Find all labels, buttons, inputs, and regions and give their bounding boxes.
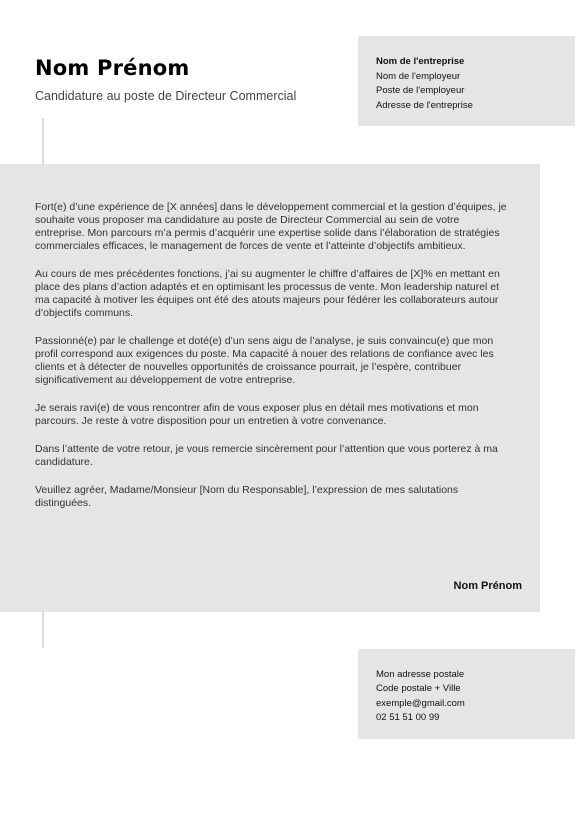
letter-paragraph: Je serais ravi(e) de vous rencontrer afin de vous exposer plus en détail mes motivations et mon parcours. Je reste à votre disposition pour un entretien à votre convenance.: [35, 402, 479, 427]
phone-number: 02 51 51 00 99: [376, 711, 440, 723]
signature: Nom Prénom: [453, 580, 522, 592]
divider-line: [42, 118, 44, 164]
letter-paragraph: Veuillez agréer, Madame/Monsieur [Nom du Responsable], l’expression de mes salutations distinguées.: [35, 484, 459, 509]
letter-body: [35, 201, 510, 525]
letter-box: [0, 164, 540, 612]
company-name: Nom de l'entreprise: [376, 56, 465, 67]
employer-name: Nom de l'employeur: [376, 70, 461, 82]
letter-paragraph: Fort(e) d’une expérience de [X années] dans le développement commercial et la gestion d’équipes, je souhaite vous proposer ma candidature au poste de Directeur Commercial au sein de votre entreprise. Mon parcours m’a permis d’acquérir une expertise solide dans l’élaboration de stratégies commerciales efficaces, le management de forces de vente et l’atteinte d’objectifs ambitieux.: [35, 201, 507, 252]
postal-code-city: Code postale + Ville: [376, 683, 461, 695]
contact-info-box: [358, 649, 575, 739]
employer-position: Poste de l'employeur: [376, 85, 465, 96]
company-address: Adresse de l'entreprise: [376, 99, 473, 111]
divider-line: [42, 612, 44, 648]
letter-paragraph: Dans l’attente de votre retour, je vous remercie sincèrement pour l’attention que vous porterez à ma candidature.: [35, 443, 498, 468]
company-info-box: [358, 36, 575, 126]
job-title-subtitle: Candidature au poste de Directeur Commercial: [35, 89, 297, 103]
email-address: exemple@gmail.com: [376, 697, 465, 709]
letter-paragraph: Passionné(e) par le challenge et doté(e) d’un sens aigu de l’analyse, je suis convaincu(e) que mon profil correspond aux exigences du poste. Ma capacité à nouer des relations de confiance avec les clients et à détecter de nouvelles opportunités de croissance pourrait, je l’espère, contribuer significativement au développement de votre entreprise.: [35, 335, 494, 386]
letter-paragraph: Au cours de mes précédentes fonctions, j’ai su augmenter le chiffre d’affaires de [X]% en mettant en place des plans d’action adaptés et en optimisant les processus de vente. Mon leadership naturel et ma capacité à motiver les équipes ont été des atouts majeurs pour fédérer les collaborateurs autour d’objectifs communs.: [35, 268, 500, 319]
postal-address: Mon adresse postale: [376, 669, 465, 680]
sender-name: Nom Prénom: [35, 56, 190, 80]
